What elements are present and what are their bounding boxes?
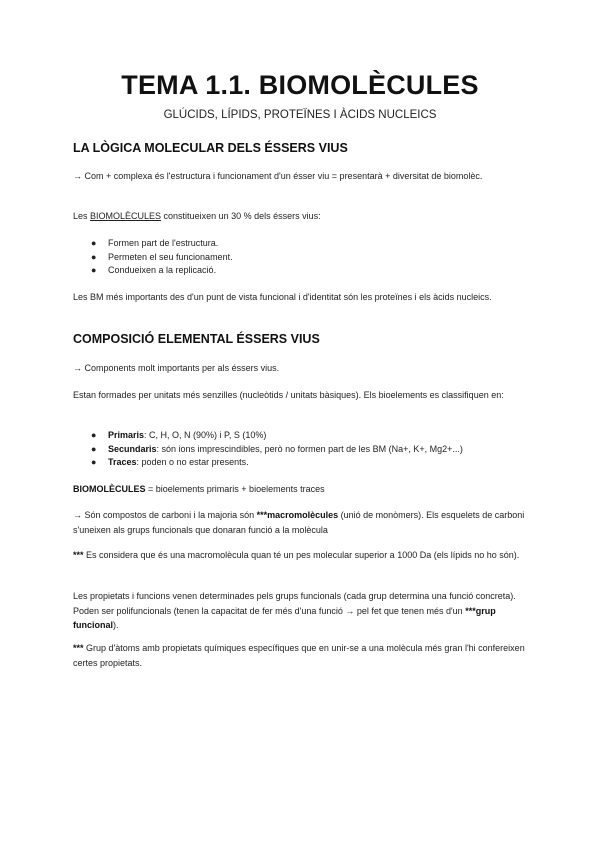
paragraph-text: Grup d'àtoms amb propietats químiques específiques que en unir-se a una molècula més gran l'hi confereixen certes propietats. (73, 643, 525, 668)
text-suffix: constitueixen un 30 % dels éssers vius: (161, 211, 321, 221)
bullet-list-bioelements (73, 429, 533, 470)
paragraph-complexitat: → Com + complexa és l'estructura i funcionament d'un ésser viu = presentarà + diversitat de biomolèc. (73, 171, 483, 181)
asterisk-marker: *** (73, 643, 84, 653)
paragraph-compostos (73, 508, 533, 537)
term-grup-funcional: ***grup funcional (73, 605, 496, 630)
page-title: TEMA 1.1. BIOMOLÈCULES (121, 70, 479, 100)
paragraph-propietats (73, 589, 533, 633)
paragraph-grup-atoms (73, 641, 533, 670)
paragraph-end: ). (113, 620, 119, 630)
paragraph-pes-molecular (73, 548, 533, 563)
list-item-text: : poden o no estar presents. (136, 457, 249, 467)
list-item (73, 443, 533, 457)
text-suffix: (unió de monòmers). Els esquelets de carboni s'uneixen als grups funcionals que donaran funció a la molècula (73, 510, 525, 535)
term-biomolecules-bold: BIOMOLÈCULES (73, 484, 146, 494)
paragraph-definicio (73, 482, 533, 497)
list-item (73, 237, 533, 251)
bullet-icon: ● (91, 265, 97, 275)
paragraph-unitats: Estan formades per unitats més senzilles (nucleòtids / unitats bàsiques). Els bioelements es classifiquen en: (73, 390, 504, 400)
definition-text: = bioelements primaris + bioelements traces (145, 484, 325, 494)
bullet-list-funcions (73, 237, 533, 278)
term-primaris: Primaris (108, 430, 145, 440)
list-item (73, 264, 533, 278)
term-traces: Traces (108, 457, 137, 467)
list-item (73, 251, 533, 265)
text-prefix: Les (73, 211, 91, 221)
paragraph-biomolecules (73, 209, 533, 224)
term-biomolecules: BIOMOLÈCULES (90, 211, 162, 221)
section-heading-logica: LA LÒGICA MOLECULAR DELS ÉSSERS VIUS (73, 141, 348, 155)
asterisk-marker: *** (73, 550, 84, 560)
bullet-icon: ● (91, 457, 97, 467)
bullet-icon: ● (91, 251, 97, 262)
bullet-icon: ● (91, 443, 97, 454)
paragraph-bm-importants: Les BM més importants des d'un punt de vista funcional i d'identitat són les proteïnes i els àcids nucleics. (73, 292, 492, 302)
list-item-text: Formen part de l'estructura. (108, 238, 219, 248)
term-macromolecules: ***macromolècules (256, 510, 339, 520)
list-item-text: : són ions imprescindibles, però no formen part de les BM (Na+, K+, Mg2+...) (156, 443, 463, 454)
list-item-text: Condueixen a la replicació. (108, 265, 217, 275)
list-item-text: : C, H, O, N (90%) i P, S (10%) (144, 430, 267, 440)
term-secundaris: Secundaris (108, 443, 157, 454)
list-item (73, 456, 533, 470)
page-subtitle: GLÚCIDS, LÍPIDS, PROTEÏNES I ÀCIDS NUCLEICS (163, 109, 437, 121)
paragraph-text: Es considera que és una macromolècula quan té un pes molecular superior a 1000 Da (els lípids no ho són). (83, 550, 520, 560)
text-prefix: → Són compostos de carboni i la majoria són (73, 510, 257, 520)
list-item (73, 429, 533, 443)
bullet-icon: ● (91, 430, 97, 440)
section-heading-composicio: COMPOSICIÓ ELEMENTAL ÉSSERS VIUS (73, 332, 320, 346)
bullet-icon: ● (91, 238, 97, 248)
paragraph-components: → Components molt importants per als éssers vius. (73, 363, 280, 373)
paragraph-text: Les propietats i funcions venen determinades pels grups funcionals (cada grup determina una funció concreta). Poden ser polifuncionals (tenen la capacitat de fer més d'una funció → pel fet que tenen més d'un (73, 591, 516, 616)
list-item-text: Permeten el seu funcionament. (108, 251, 233, 262)
